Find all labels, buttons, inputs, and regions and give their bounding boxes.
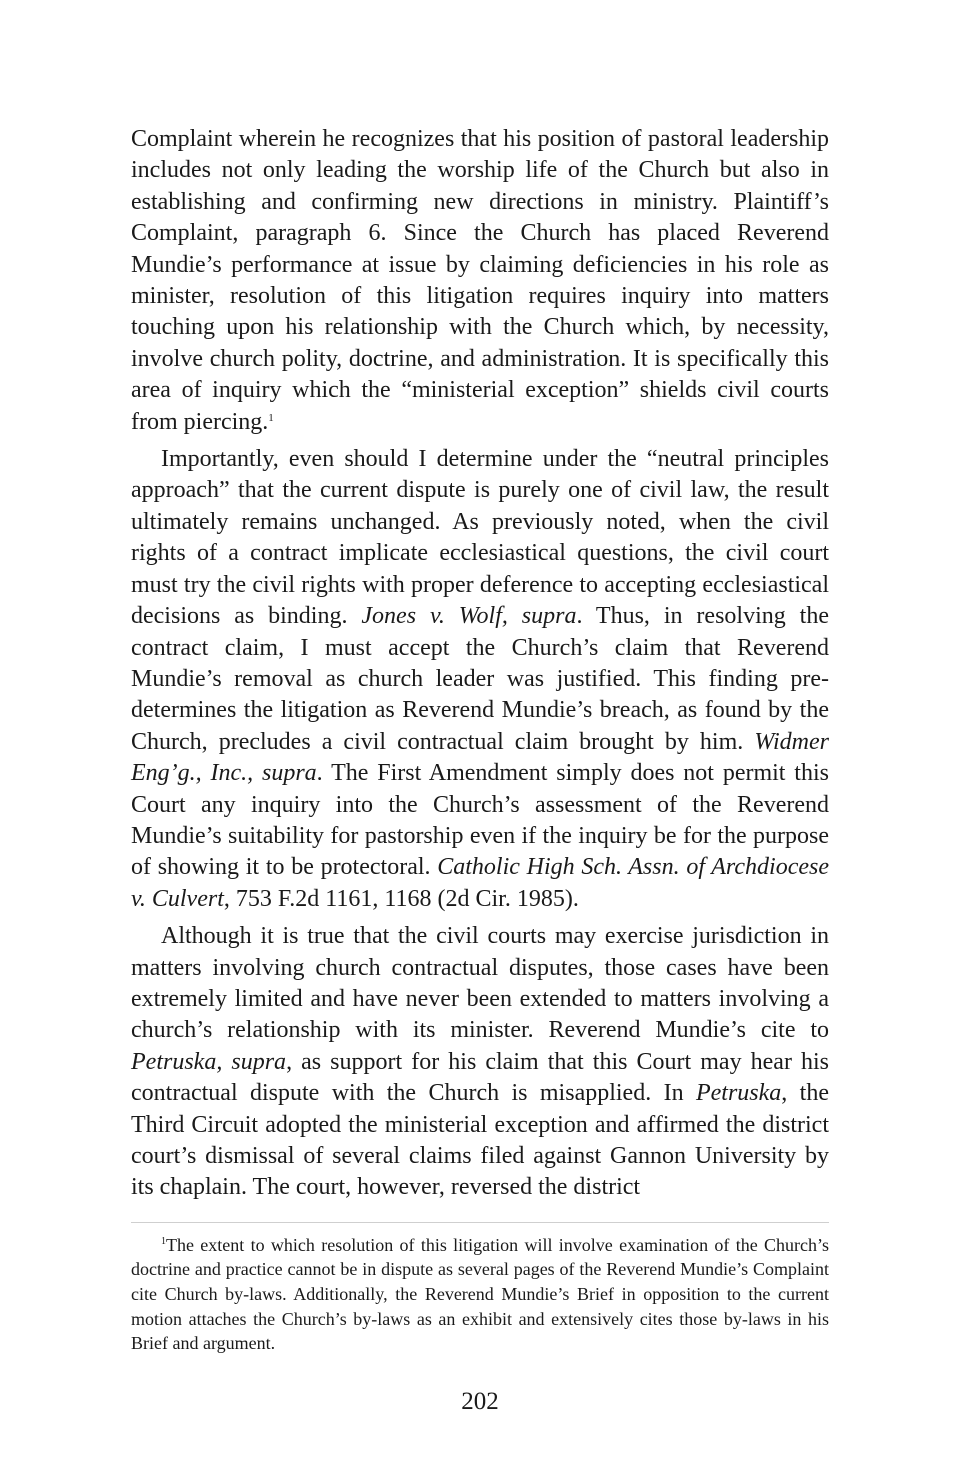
footnote-text: The extent to which resolution of this litigation will involve examination of the Church’s doctrine and practice cannot be in dispute as several pages of the Reverend Mundie’s Complaint cite Church by-laws. Additionally, the Reverend Mundie’s Brief in opposition to the current motion attaches the Church’s by-laws as an exhibit and extensively cites those by-laws in his Brief and argument. (131, 1234, 829, 1354)
footnote (131, 1233, 829, 1356)
paragraph-3 (131, 921, 829, 1204)
paragraph-2-text-a: Importantly, even should I determine under the “neutral principles approach” that the current dispute is purely one of civil law, the result ultimately remains unchanged. As previously noted, when the civil rights of a contract implicate ecclesiastical questions, the civil court must try the civil rights with proper deference to accepting ecclesiastical decisions as binding. (131, 446, 829, 630)
paragraph-3-text-c: , the Third Circuit adopted the ministerial exception and affirmed the district court’s dismissal of several claims filed against Gannon University by its chaplain. The court, however, reversed the district (131, 1080, 830, 1201)
document-page (131, 124, 829, 1356)
body-text (131, 124, 829, 1204)
footnote-divider (131, 1222, 829, 1223)
paragraph-3-text-b: , as support for his claim that this Court may hear his contractual dispute with the Church is misapplied. In (131, 1048, 829, 1107)
paragraph-2-text-b: . Thus, in resolving the contract claim, I must accept the Church’s claim that Reverend Mundie’s removal as church leader was justified. This finding predetermines the litigation as Reverend Mundie’s breach, as found by the Church, precludes a civil contractual claim brought by him. (131, 603, 829, 755)
footnote-reference[interactable]: 1 (268, 411, 274, 424)
paragraph-2-text-c: . The First Amendment simply does not permit this Court any inquiry into the Church’s assessment of the Reverend Mundie’s suitability for pastorship even if the inquiry be for the purpose of showing it to be protectoral. (131, 760, 829, 881)
footnote-marker: 1 (161, 1235, 166, 1247)
case-citation-petruska: Petruska (695, 1080, 782, 1107)
case-citation-widmer: Widmer Eng’g., Inc., supra (131, 728, 829, 787)
page-number: 202 (461, 1388, 499, 1415)
paragraph-2-text-d: , 753 F.2d 1161, 1168 (2d Cir. 1985). (223, 885, 579, 912)
case-citation-catholic-high: Catholic High Sch. Assn. of Archdiocese v. Culvert (131, 854, 829, 912)
paragraph-3-text-a: Although it is true that the civil courts may exercise jurisdiction in matters involving church contractual disputes, those cases have been extremely limited and have never been extended to matters involving a church’s relationship with its minister. Reverend Mundie’s cite to (131, 923, 829, 1044)
paragraph-2 (131, 444, 829, 915)
case-citation-petruska-supra: Petruska, supra (131, 1048, 287, 1075)
case-citation-jones: Jones v. Wolf, supra (361, 603, 577, 630)
paragraph-1-text: Complaint wherein he recognizes that his position of pastoral leadership includes not only leading the worship life of the Church but also in establishing and confirming new directions in ministry. Plaintiff’s Complaint, paragraph 6. Since the Church has placed Reverend Mundie’s performance at issue by claiming deficiencies in his role as minister, resolution of this litigation requires inquiry into matters touching upon his relationship with the Church which, by necessity, involve church polity, doctrine, and administration. It is specifically this area of inquiry which the “ministerial exception” shields civil courts from piercing. (131, 126, 829, 435)
paragraph-1 (131, 124, 829, 438)
